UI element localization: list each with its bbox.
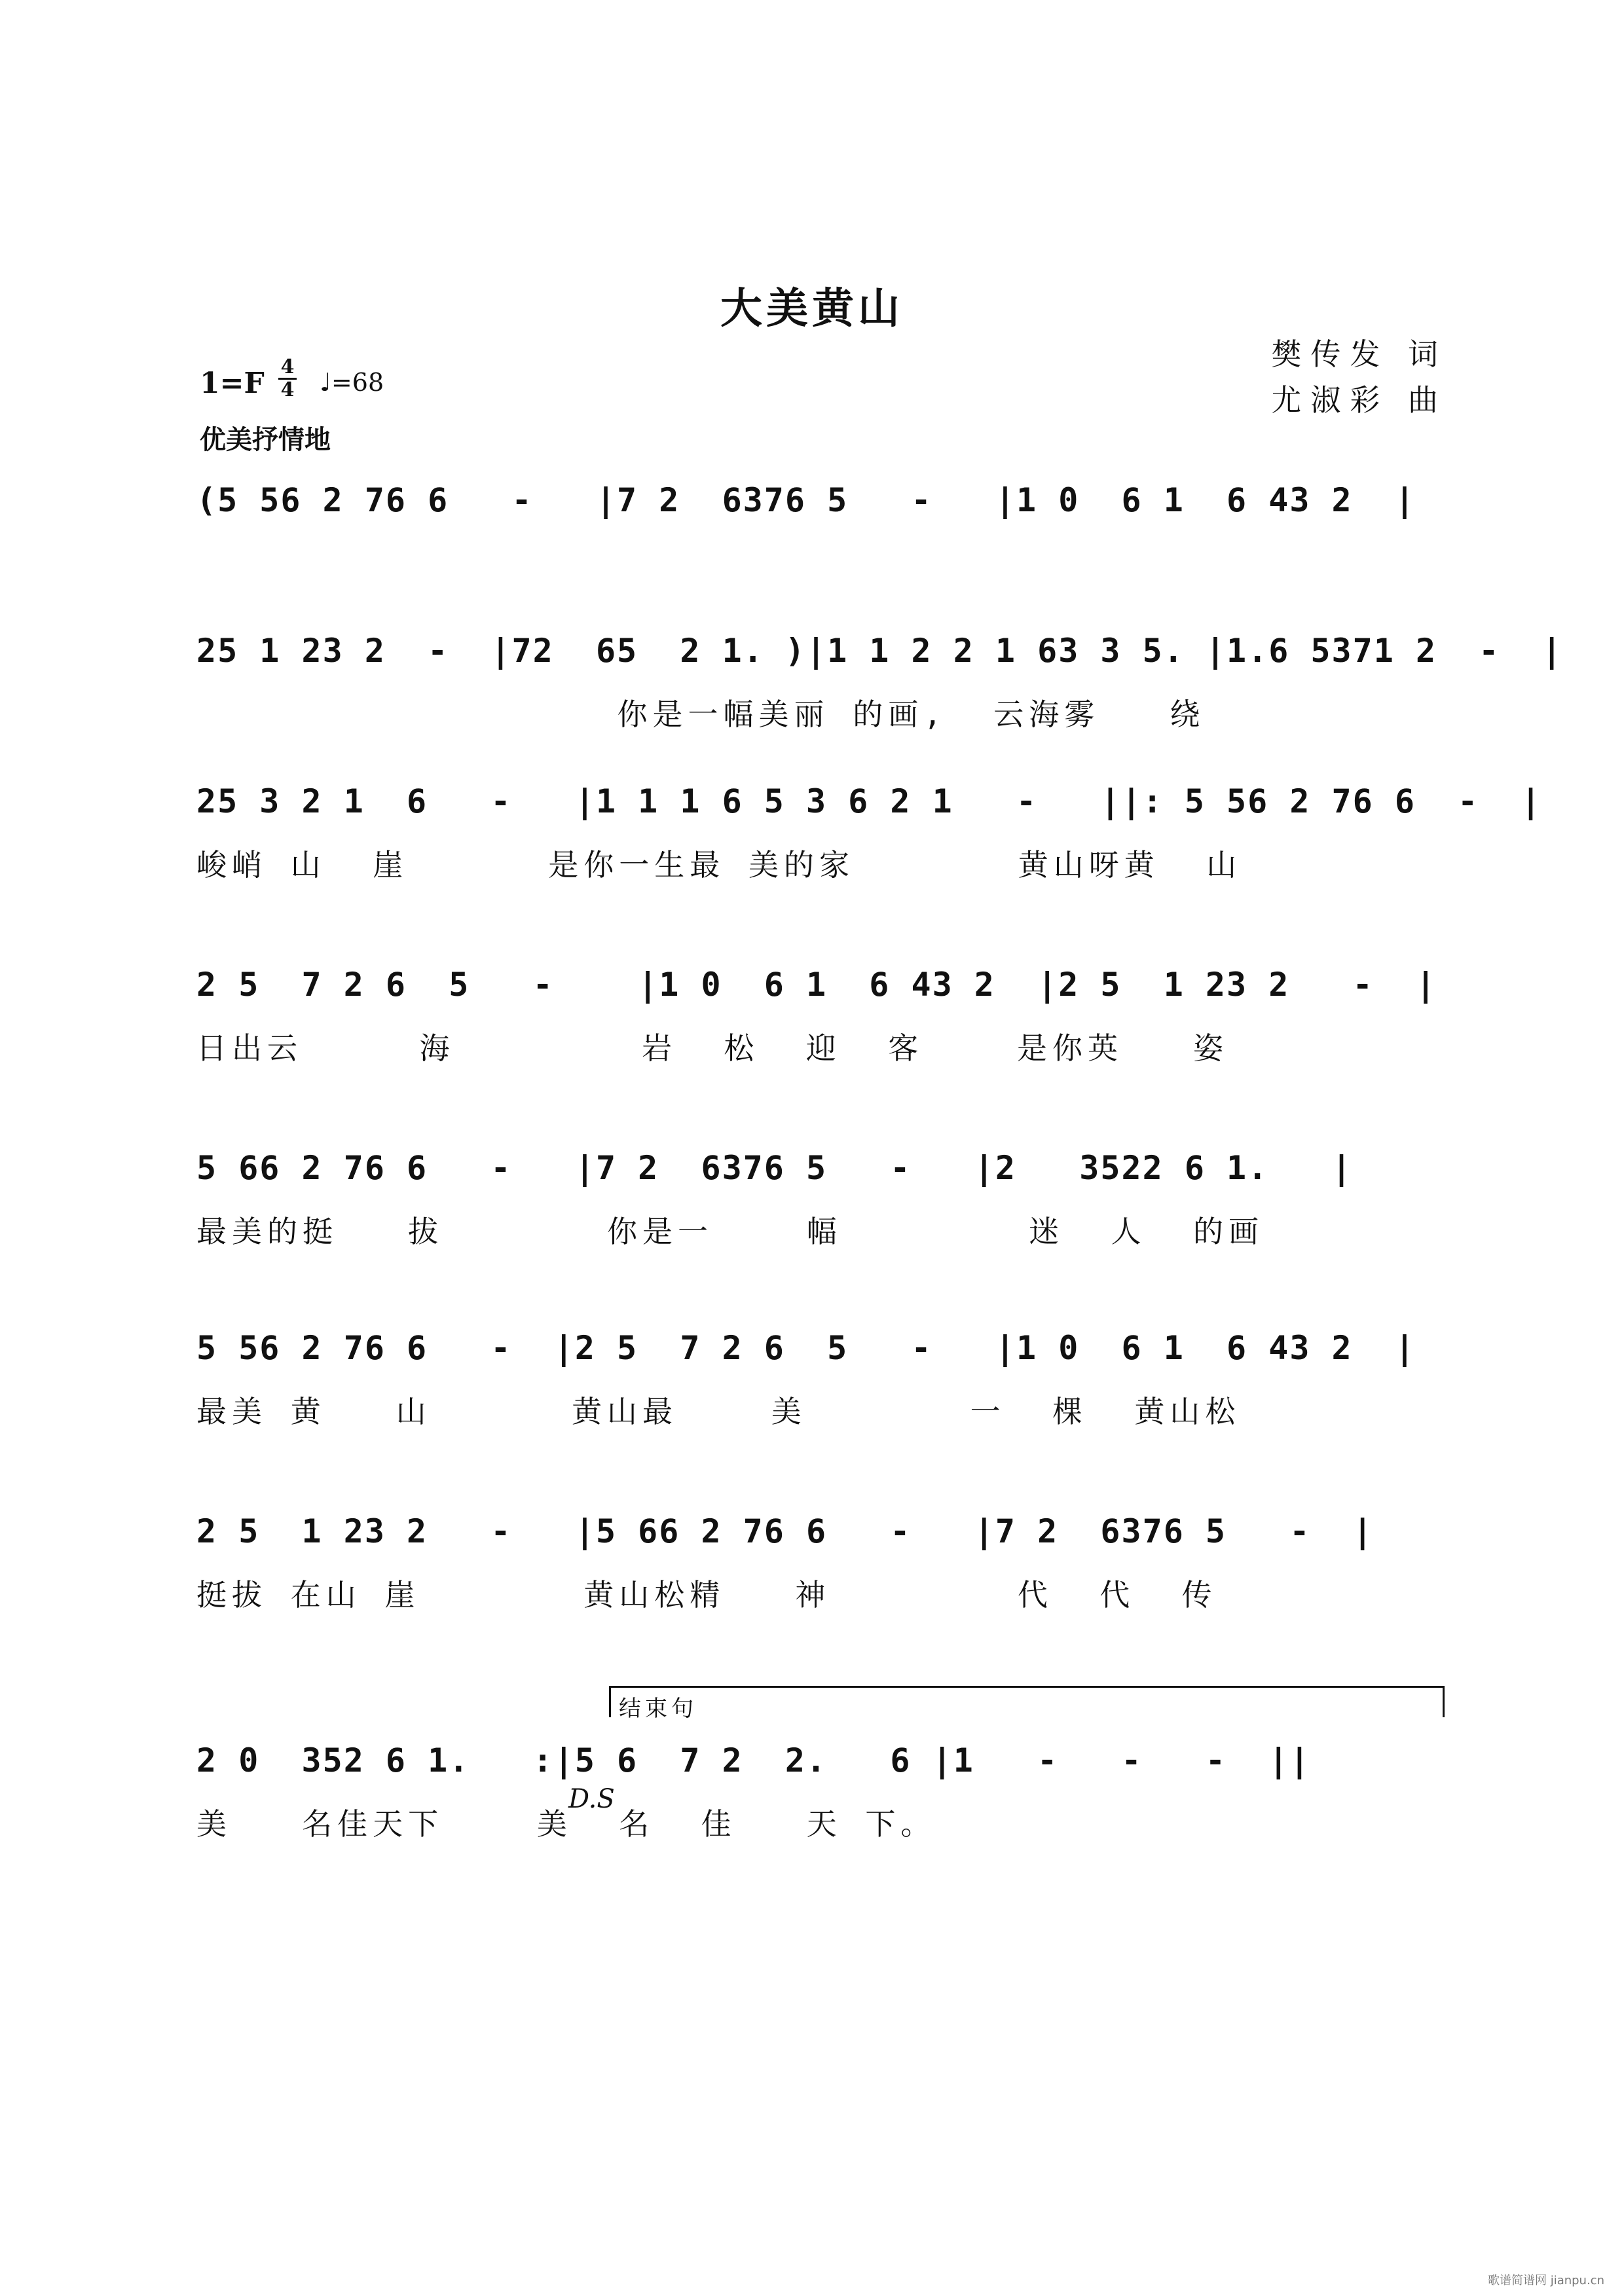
tempo-marking: ♩=68 xyxy=(320,368,384,397)
notation: 25 1 23 2 - |72 65 2 1. )|1 1 2 2 1 63 3 5. |1.6 5371 2 - | xyxy=(196,632,1563,670)
notation: 2 5 7 2 6 5 - |1 0 6 1 6 43 2 |2 5 1 23 2 - | xyxy=(196,966,1437,1004)
time-signature-top: 4 xyxy=(280,355,295,378)
lyrics: 挺拔 在山 崖 黄山松精 神 代 代 传 xyxy=(196,1577,1217,1613)
dal-segno-mark: D.S xyxy=(568,1784,615,1814)
notation: (5 56 2 76 6 - |7 2 6376 5 - |1 0 6 1 6 43 2 | xyxy=(196,481,1416,519)
lyrics: 最美的挺 拔 你是一 幅 迷 人 的画 xyxy=(196,1214,1264,1249)
lyrics: 美 名佳天下 美 名 佳 天 下。 xyxy=(196,1806,936,1842)
lyricist-credit: 樊传发 词 xyxy=(1271,337,1447,372)
composer-credit: 尤淑彩 曲 xyxy=(1271,382,1447,418)
ending-label: 结束句 xyxy=(619,1696,697,1722)
notation: 5 66 2 76 6 - |7 2 6376 5 - |2 3522 6 1. | xyxy=(196,1149,1353,1187)
ending-bracket xyxy=(609,1686,1445,1717)
lyrics: 你是一幅美丽 的画, 云海雾 绕 xyxy=(196,697,1206,732)
notation: 5 56 2 76 6 - |2 5 7 2 6 5 - |1 0 6 1 6 43 2 | xyxy=(196,1329,1416,1367)
score-line-2 xyxy=(0,632,1624,763)
score-line-8 xyxy=(0,1741,1624,1872)
time-signature xyxy=(278,357,297,401)
lyrics: 最美 黄 山 黄山最 美 一 棵 黄山松 xyxy=(196,1394,1241,1429)
time-signature-bottom: 4 xyxy=(280,378,295,401)
notation: 2 5 1 23 2 - |5 66 2 76 6 - |7 2 6376 5 - | xyxy=(196,1512,1374,1550)
notation: 2 0 352 6 1. :|5 6 7 2 2. 6 |1 - - - || xyxy=(196,1741,1311,1779)
song-title: 大美黄山 xyxy=(720,284,904,333)
notation: 25 3 2 1 6 - |1 1 1 6 5 3 6 2 1 - ||: 5 56 2 76 6 - | xyxy=(196,782,1542,820)
lyrics: 峻峭 山 崖 是你一生最 美的家 黄山呀黄 山 xyxy=(196,847,1242,883)
score-line-5 xyxy=(0,1149,1624,1280)
lyrics: 日出云 海 岩 松 迎 客 是你英 姿 xyxy=(196,1030,1229,1066)
site-watermark: 歌谱简谱网 jianpu.cn xyxy=(1487,2274,1604,2287)
key-signature: 1=F xyxy=(200,367,265,400)
score-line-1 xyxy=(0,481,1624,612)
score-line-3 xyxy=(0,782,1624,913)
score-line-7 xyxy=(0,1512,1624,1643)
score-line-4 xyxy=(0,966,1624,1097)
expression-marking: 优美抒情地 xyxy=(200,425,331,455)
score-line-6 xyxy=(0,1329,1624,1460)
